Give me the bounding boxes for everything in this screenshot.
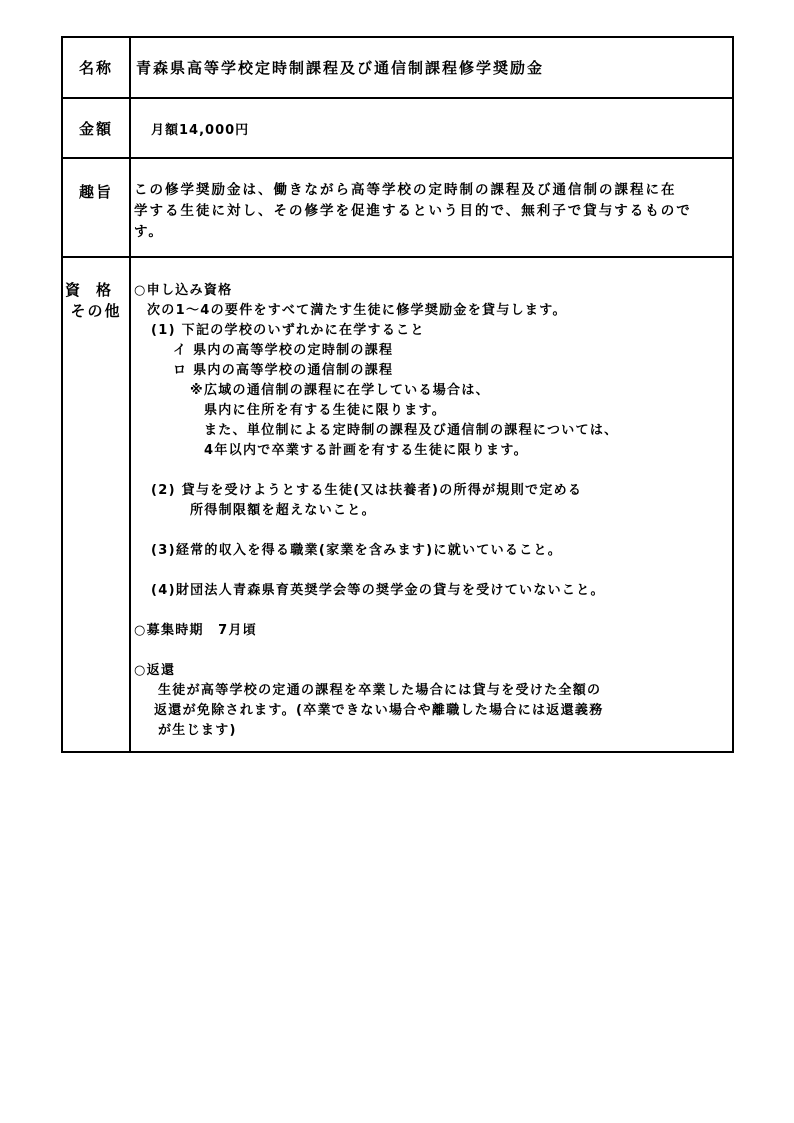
requirement-1-item-ro: ロ 県内の高等学校の通信制の課程: [173, 363, 394, 378]
note-line: 4年以内で卒業する計画を有する生徒に限ります。: [204, 443, 528, 458]
amount-row: [62, 98, 733, 158]
eligibility-text: [130, 257, 733, 752]
return-line: 返還が免除されます。(卒業できない場合や離職した場合には返還義務: [154, 703, 604, 718]
requirement-3: (3)経常的収入を得る職業(家業を含みます)に就いていること。: [151, 543, 563, 558]
return-line: 生徒が高等学校の定通の課程を卒業した場合には貸与を受けた全額の: [158, 683, 602, 698]
note-line: また、単位制による定時制の課程及び通信制の課程については、: [204, 423, 619, 438]
purpose-label: 趣旨: [62, 158, 130, 257]
purpose-line: す。: [134, 224, 164, 240]
name-value: 青森県高等学校定時制課程及び通信制課程修学奨励金: [130, 37, 733, 98]
amount-label: 金額: [62, 98, 130, 158]
purpose-line: 学する生徒に対し、その修学を促進するという目的で、無利子で貸与するもので: [134, 203, 692, 219]
purpose-row: [62, 158, 733, 257]
return-heading: ○返還: [134, 663, 176, 678]
purpose-line: この修学奨励金は、働きながら高等学校の定時制の課程及び通信制の課程に在: [134, 182, 677, 198]
purpose-text: [130, 158, 733, 257]
name-label: 名称: [62, 37, 130, 98]
requirement-4: (4)財団法人青森県育英奨学会等の奨学金の貸与を受けていないこと。: [151, 583, 605, 598]
requirement-2-line1: (2) 貸与を受けようとする生徒(又は扶養者)の所得が規則で定める: [151, 483, 583, 498]
note-line: ※広域の通信制の課程に在学している場合は、: [190, 383, 490, 398]
scholarship-info-table: [61, 36, 734, 753]
requirement-1-item-i: イ 県内の高等学校の定時制の課程: [173, 343, 394, 358]
eligibility-label: [62, 257, 130, 752]
note-line: 県内に住所を有する生徒に限ります。: [204, 403, 447, 418]
recruitment-period: ○募集時期 7月頃: [134, 623, 258, 638]
eligibility-label-line2: その他: [70, 302, 122, 320]
requirement-1-title: (1) 下記の学校のいずれかに在学すること: [151, 323, 425, 338]
requirement-2-line2: 所得制限額を超えないこと。: [190, 503, 376, 518]
intro-text: 次の1～4の要件をすべて満たす生徒に修学奨励金を貸与します。: [147, 303, 567, 318]
eligibility-row: [62, 257, 733, 752]
eligibility-label-line1: 資格: [64, 281, 127, 299]
amount-value: 月額14,000円: [130, 98, 733, 158]
return-line: が生じます): [158, 723, 237, 738]
application-heading: ○申し込み資格: [134, 283, 233, 298]
name-row: [62, 37, 733, 98]
